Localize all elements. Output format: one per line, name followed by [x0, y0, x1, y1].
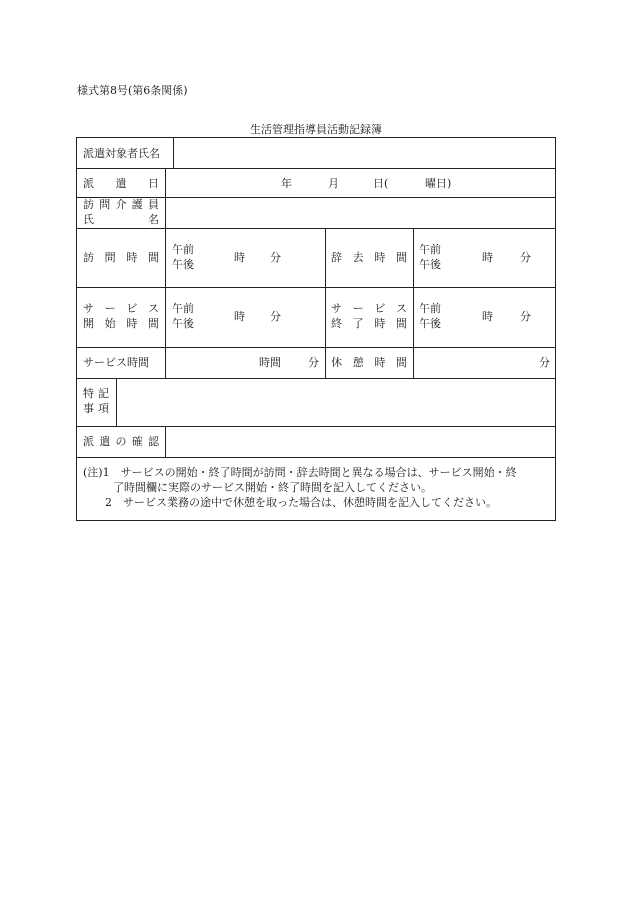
form-number-label: 様式第8号(第6条関係) — [77, 84, 188, 97]
service-end-label-line1: サ ー ビ ス — [331, 302, 407, 315]
service-start-hour-unit: 時 — [234, 310, 245, 323]
special-notes-field[interactable] — [117, 379, 555, 426]
service-end-pm: 午後 — [419, 317, 441, 330]
service-end-minute-unit: 分 — [520, 310, 531, 323]
document-title: 生活管理指導員活動記録簿 — [250, 123, 382, 136]
service-end-label-line2: 終 了 時 間 — [331, 317, 407, 330]
weekday-unit: 曜日) — [425, 177, 452, 190]
visit-am: 午前 — [172, 243, 194, 256]
service-start-label-line1: サ ー ビ ス — [83, 302, 159, 315]
month-unit: 月 — [328, 177, 339, 190]
service-minutes-unit: 分 — [308, 356, 319, 369]
visit-time-field[interactable] — [166, 229, 325, 287]
dispatch-confirmation-field[interactable] — [166, 427, 555, 457]
dispatch-date-label: 派 遣 日 — [83, 177, 159, 190]
dispatch-target-name-label: 派遣対象者氏名 — [83, 147, 160, 160]
note-1-line2: 了時間欄に実際のサービス開始・終了時間を記入してください。 — [113, 481, 432, 494]
note-1-line1: (注)1 サービスの開始・終了時間が訪問・辞去時間と異なる場合は、サービス開始・終 — [83, 466, 517, 479]
leave-time-field[interactable] — [414, 229, 555, 287]
special-notes-label-line1: 特 記 — [83, 387, 109, 400]
year-unit: 年 — [281, 177, 292, 190]
dispatch-target-name-field[interactable] — [174, 138, 555, 168]
service-start-am: 午前 — [172, 302, 194, 315]
rest-minutes-unit: 分 — [539, 356, 550, 369]
rest-time-label: 休 憩 時 間 — [331, 356, 407, 369]
leave-time-label: 辞 去 時 間 — [331, 251, 407, 264]
visit-pm: 午後 — [172, 258, 194, 271]
rest-time-field[interactable] — [414, 348, 555, 378]
service-start-pm: 午後 — [172, 317, 194, 330]
visit-time-label: 訪 問 時 間 — [83, 251, 159, 264]
activity-record-table — [76, 137, 556, 521]
visit-minute-unit: 分 — [270, 251, 281, 264]
leave-pm: 午後 — [419, 258, 441, 271]
service-end-field[interactable] — [414, 288, 555, 347]
service-start-field[interactable] — [166, 288, 325, 347]
visiting-caregiver-name-field[interactable] — [166, 198, 555, 228]
service-start-label-line2: 開 始 時 間 — [83, 317, 159, 330]
day-unit: 日( — [373, 177, 389, 190]
service-hours-label: サービス時間 — [83, 356, 149, 369]
service-hours-field[interactable] — [166, 348, 325, 378]
visit-hour-unit: 時 — [234, 251, 245, 264]
service-start-minute-unit: 分 — [270, 310, 281, 323]
service-end-hour-unit: 時 — [482, 310, 493, 323]
leave-minute-unit: 分 — [520, 251, 531, 264]
service-hours-unit: 時間 — [259, 356, 281, 369]
visiting-caregiver-label-line2: 氏 名 — [83, 213, 159, 226]
service-end-am: 午前 — [419, 302, 441, 315]
special-notes-label-line2: 事 項 — [83, 402, 109, 415]
dispatch-confirmation-label: 派 遣 の 確 認 — [83, 435, 159, 448]
leave-hour-unit: 時 — [482, 251, 493, 264]
leave-am: 午前 — [419, 243, 441, 256]
dispatch-date-field[interactable] — [166, 169, 555, 197]
visiting-caregiver-label-line1: 訪 問 介 護 員 — [83, 198, 159, 211]
note-2: 2 サービス業務の途中で休憩を取った場合は、休憩時間を記入してください。 — [105, 496, 497, 509]
